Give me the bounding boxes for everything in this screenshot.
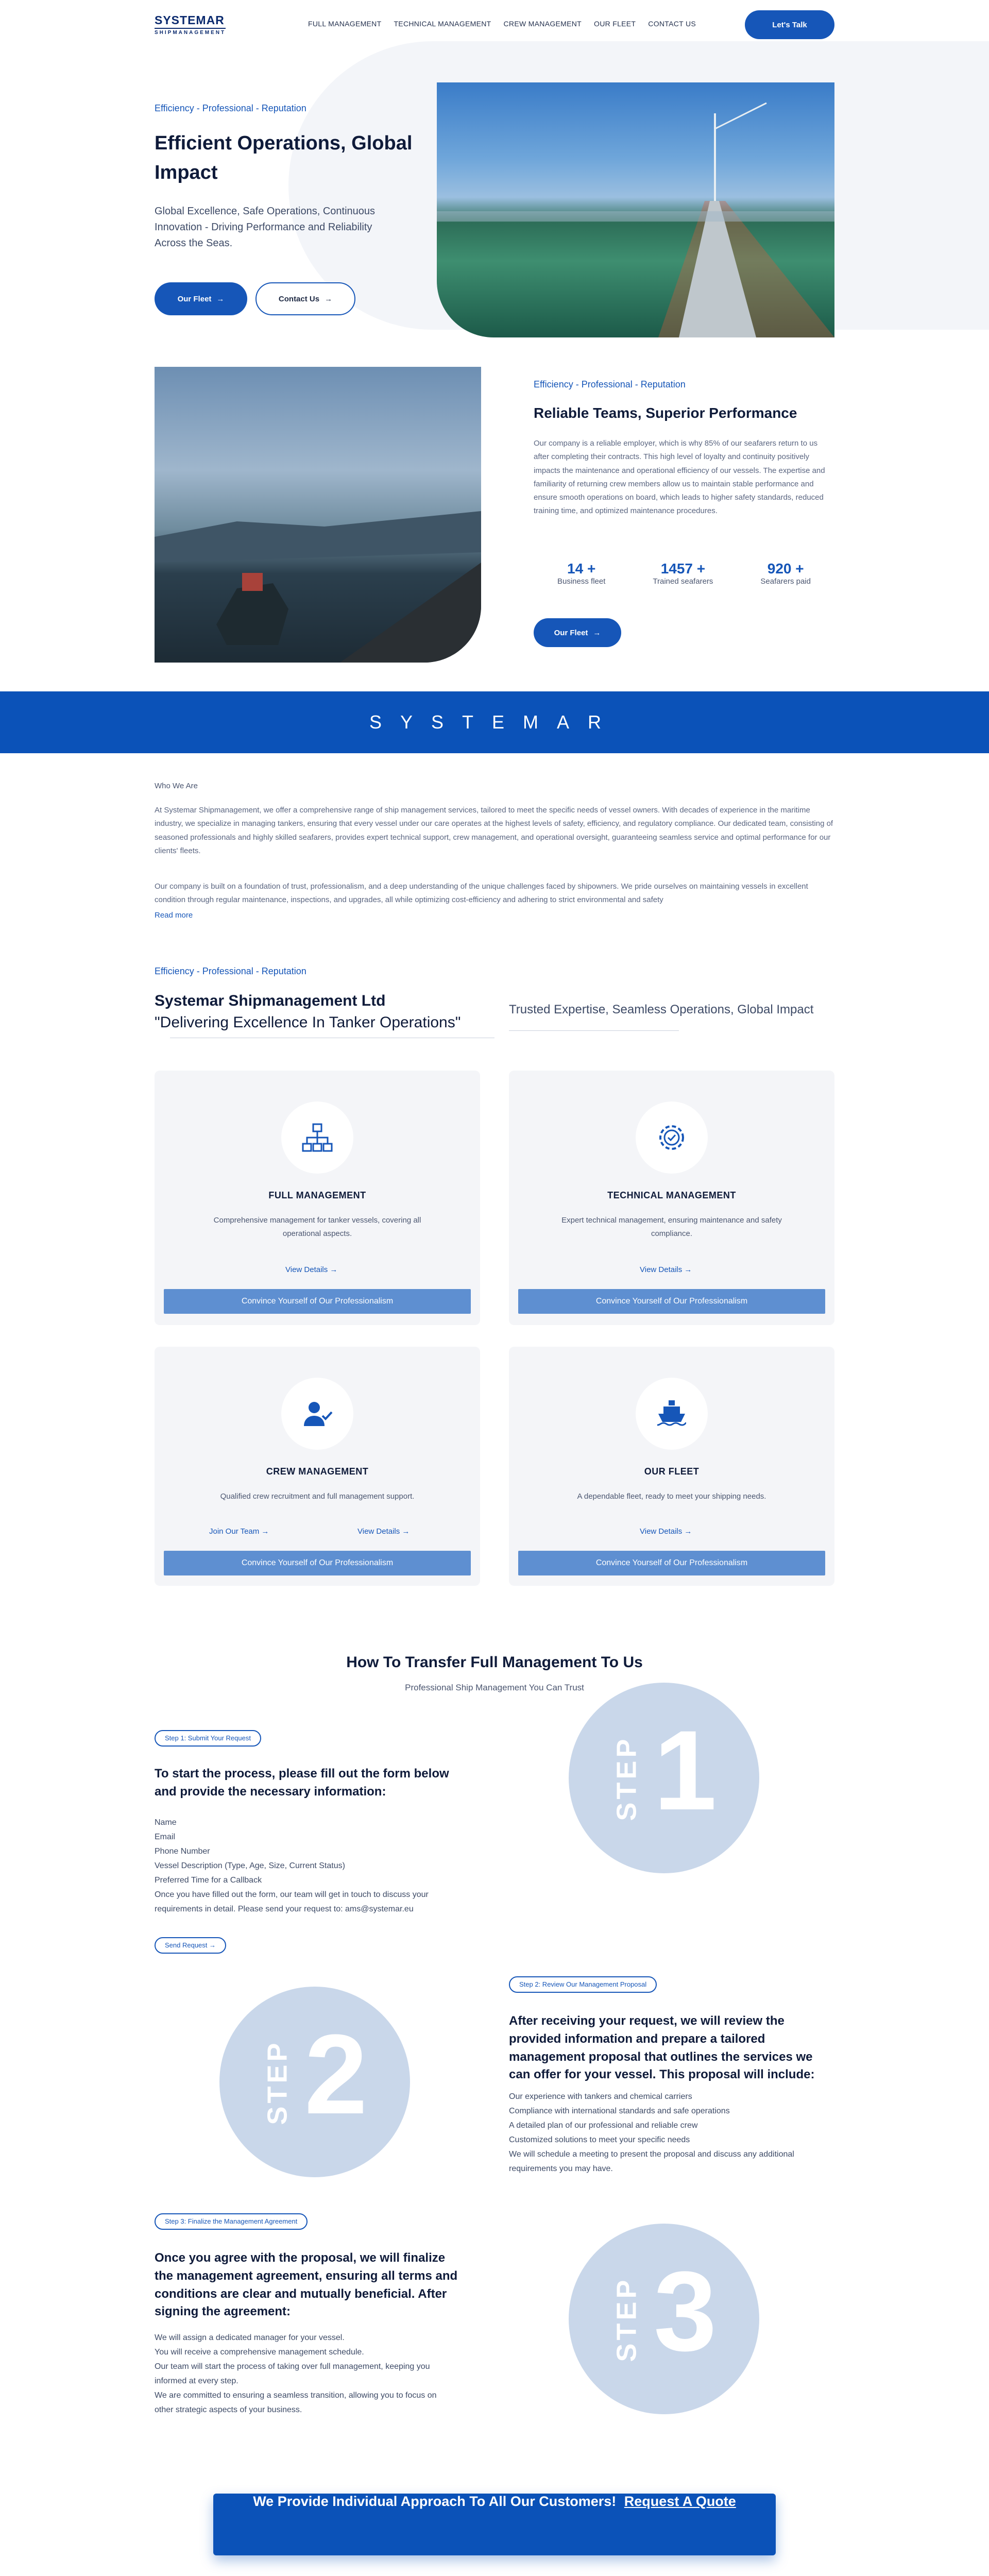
service-card-full-management	[155, 1071, 480, 1325]
card-text: Comprehensive management for tanker vessels, covering all operational aspects.	[213, 1216, 421, 1238]
card-cta-button[interactable]: Convince Yourself of Our Professionalism	[164, 1289, 471, 1314]
card-title: FULL MANAGEMENT	[268, 1190, 366, 1200]
about-text: Our company is a reliable employer, which is why 85% of our seafarers return to us after completing their contracts. This high level of loyalty and continuity positively impacts the maintenance and operational efficiency of our vessels. The expertise and familiarity of returning crew members allow us to maintain stable performance and ensure smooth operations on board, which leads to higher safety standards, reduced training time, and optimized maintenance procedures.	[534, 439, 825, 516]
nav-full-management[interactable]: FULL MANAGEMENT	[308, 20, 382, 28]
step1-circle	[569, 1683, 759, 1873]
stat-paid-label: Seafarers paid	[760, 577, 811, 586]
step1-item: Phone Number	[155, 1847, 210, 1856]
about-our-fleet-label: Our Fleet	[554, 628, 588, 637]
step1-item: Once you have filled out the form, our team will get in touch to discuss your requirements in detail. Please send your request to: ams@systemar.eu	[155, 1890, 429, 1913]
join-team-label: Join Our Team	[209, 1527, 260, 1536]
stat-trained	[653, 561, 713, 586]
stat-trained-value: 1457	[660, 561, 693, 577]
services-title-line2: "Delivering Excellence In Tanker Operations"	[155, 1014, 461, 1031]
services-eyebrow: Efficiency - Professional - Reputation	[155, 966, 306, 976]
logo-subtitle: SHIPMANAGEMENT	[155, 28, 226, 36]
about-stats	[534, 561, 834, 586]
hero-contact-label: Contact Us	[278, 294, 320, 303]
view-details-label: View Details	[285, 1265, 328, 1274]
service-card-crew-management	[155, 1347, 480, 1586]
hero-eyebrow: Efficiency - Professional - Reputation	[155, 103, 306, 113]
stat-paid-value: 920	[767, 561, 792, 577]
who-paragraph-2: Our company is built on a foundation of trust, professionalism, and a deep understanding of the unique challenges faced by shipowners. We pride ourselves on maintaining vessels in excellent condition through regular maintenance, inspections, and upgrades, all while optimizing cost-efficiency and adhering to strict environmental and safety	[155, 882, 808, 905]
banner-word: SYSTEMAR	[369, 711, 620, 733]
services-tagline: Trusted Expertise, Seamless Operations, Global Impact	[509, 1003, 814, 1016]
card-text: Qualified crew recruitment and full management support.	[220, 1492, 415, 1501]
step3-heading: Once you agree with the proposal, we will finalize the management agreement, ensuring all terms and conditions are clear and mutually beneficial. After signing the agreement:	[155, 2251, 458, 2319]
ship-icon	[636, 1378, 708, 1450]
who-label: Who We Are	[155, 782, 198, 790]
about-ship-image	[155, 367, 481, 663]
who-paragraph-1: At Systemar Shipmanagement, we offer a comprehensive range of ship management services, tailored to meet the specific needs of vessel owners. With decades of experience in the maritime industry, we specialize in managing tankers, ensuring that every vessel under our care operates at the highest levels of safety, efficiency, and regulatory compliance. Our dedicated team, consisting of seasoned professionals and highly skilled seafarers, provides expert technical support, crew management, and operational oversight, guaranteeing seamless service and optimal performance for our clients' fleets.	[155, 806, 833, 855]
gear-badge-icon	[636, 1101, 708, 1174]
hero-our-fleet-button[interactable]	[155, 282, 247, 315]
send-request-pill-button[interactable]: Send Request →	[155, 1937, 226, 1954]
about-eyebrow: Efficiency - Professional - Reputation	[534, 379, 686, 389]
about-our-fleet-button[interactable]	[534, 618, 621, 647]
step2-heading: After receiving your request, we will review the provided information and prepare a tailored management proposal that outlines the services we can offer for your vessel. This proposal will include:	[509, 2014, 815, 2082]
tug-boat-illustration	[155, 367, 481, 663]
stat-trained-label: Trained seafarers	[653, 577, 713, 586]
tanker-deck-illustration	[437, 82, 834, 337]
step1-list	[155, 1816, 453, 1917]
stat-fleet	[557, 561, 605, 586]
about-title: Reliable Teams, Superior Performance	[534, 405, 797, 421]
stat-fleet-label: Business fleet	[557, 577, 606, 586]
step-number: 2	[304, 2011, 368, 2138]
stat-paid-suffix: +	[795, 561, 804, 577]
nav-crew-management[interactable]: CREW MANAGEMENT	[503, 20, 582, 28]
step-number: 1	[654, 1707, 717, 1834]
arrow-right-icon: →	[216, 294, 225, 303]
step2-item: A detailed plan of our professional and reliable crew	[509, 2121, 698, 2130]
step3-item: Our team will start the process of taking over full management, keeping you informed at every step.	[155, 2362, 430, 2385]
quote-text: We Provide Individual Approach To All Our Customers!	[253, 2494, 617, 2509]
step-word: STEP	[262, 2040, 293, 2125]
lets-talk-button[interactable]	[745, 10, 834, 39]
step1-item: Preferred Time for a Callback	[155, 1876, 262, 1885]
hero-contact-button[interactable]	[255, 282, 355, 315]
request-quote-link[interactable]: Request A Quote	[624, 2494, 736, 2509]
card-cta-button[interactable]: Convince Yourself of Our Professionalism	[518, 1551, 825, 1575]
view-details-label: View Details	[640, 1527, 683, 1536]
card-text: Expert technical management, ensuring maintenance and safety compliance.	[561, 1216, 782, 1238]
service-card-our-fleet	[509, 1347, 834, 1586]
step3-pill: Step 3: Finalize the Management Agreement	[155, 2213, 308, 2230]
card-title: CREW MANAGEMENT	[266, 1466, 369, 1477]
join-team-link[interactable]: Join Our Team →	[209, 1527, 269, 1536]
nav-technical-management[interactable]: TECHNICAL MANAGEMENT	[394, 20, 491, 28]
service-card-technical-management	[509, 1071, 834, 1325]
hero-our-fleet-label: Our Fleet	[177, 294, 212, 303]
stat-fleet-suffix: +	[587, 561, 596, 577]
step-word: STEP	[611, 2277, 642, 2362]
view-details-link[interactable]: View Details →	[357, 1527, 410, 1536]
card-cta-button[interactable]: Convince Yourself of Our Professionalism	[164, 1551, 471, 1575]
step1-item: Name	[155, 1818, 177, 1827]
process-title: How To Transfer Full Management To Us	[346, 1654, 643, 1671]
tagline-divider	[509, 1030, 679, 1031]
step3-item: We are committed to ensuring a seamless transition, allowing you to focus on other strategic aspects of your business.	[155, 2391, 437, 2414]
view-details-label: View Details	[640, 1265, 683, 1274]
step3-list	[155, 2331, 453, 2417]
quote-bar	[213, 2494, 776, 2555]
step2-item: Our experience with tankers and chemical carriers	[509, 2092, 692, 2101]
step3-circle	[569, 2224, 759, 2414]
services-title-line1: Systemar Shipmanagement Ltd	[155, 992, 386, 1009]
step2-item: Customized solutions to meet your specific needs	[509, 2136, 690, 2144]
hero-tanker-image	[437, 82, 834, 337]
read-more-link[interactable]: Read more	[155, 911, 193, 920]
user-check-icon	[281, 1378, 353, 1450]
nav-contact-us[interactable]: CONTACT US	[648, 20, 696, 28]
stat-fleet-value: 14	[567, 561, 584, 577]
step-number: 3	[654, 2248, 717, 2375]
step1-pill: Step 1: Submit Your Request	[155, 1730, 261, 1747]
main-nav	[308, 20, 696, 28]
hero-title: Efficient Operations, Global Impact	[155, 132, 413, 183]
lets-talk-label: Let's Talk	[772, 20, 807, 29]
step2-item: Compliance with international standards and safe operations	[509, 2107, 730, 2115]
step1-heading: To start the process, please fill out the form below and provide the necessary information:	[155, 1767, 449, 1799]
card-title: OUR FLEET	[644, 1466, 700, 1477]
step2-item: We will schedule a meeting to present the proposal and discuss any additional requirements you may have.	[509, 2150, 794, 2173]
process-subtitle: Professional Ship Management You Can Trust	[405, 1683, 584, 1692]
site-logo[interactable]	[155, 13, 268, 37]
card-title: TECHNICAL MANAGEMENT	[607, 1190, 736, 1200]
step1-item: Vessel Description (Type, Age, Size, Current Status)	[155, 1861, 345, 1870]
view-details-label: View Details	[357, 1527, 400, 1536]
arrow-right-icon: →	[593, 628, 601, 637]
logo-name: SYSTEMAR	[155, 13, 225, 27]
hierarchy-icon	[281, 1101, 353, 1174]
view-details-link[interactable]: View Details →	[285, 1265, 338, 1274]
send-request-pill-label: Send Request	[165, 1941, 208, 1949]
systemar-banner	[0, 691, 989, 753]
hero-text: Global Excellence, Safe Operations, Continuous Innovation - Driving Performance and Reliability Across the Seas.	[155, 206, 376, 249]
nav-our-fleet[interactable]: OUR FLEET	[594, 20, 636, 28]
card-text: A dependable fleet, ready to meet your shipping needs.	[577, 1492, 766, 1501]
step1-item: Email	[155, 1833, 176, 1841]
step2-list	[509, 2090, 818, 2176]
stat-trained-suffix: +	[696, 561, 706, 577]
step2-pill: Step 2: Review Our Management Proposal	[509, 1976, 657, 1993]
step3-item: We will assign a dedicated manager for your vessel.	[155, 2333, 345, 2342]
arrow-right-icon: →	[325, 294, 333, 303]
step3-item: You will receive a comprehensive management schedule.	[155, 2348, 364, 2357]
step-word: STEP	[611, 1736, 642, 1821]
step2-circle	[219, 1987, 410, 2177]
card-cta-button[interactable]: Convince Yourself of Our Professionalism	[518, 1289, 825, 1314]
view-details-link[interactable]: View Details →	[640, 1527, 692, 1536]
stat-paid	[760, 561, 811, 586]
view-details-link[interactable]: View Details →	[640, 1265, 692, 1274]
